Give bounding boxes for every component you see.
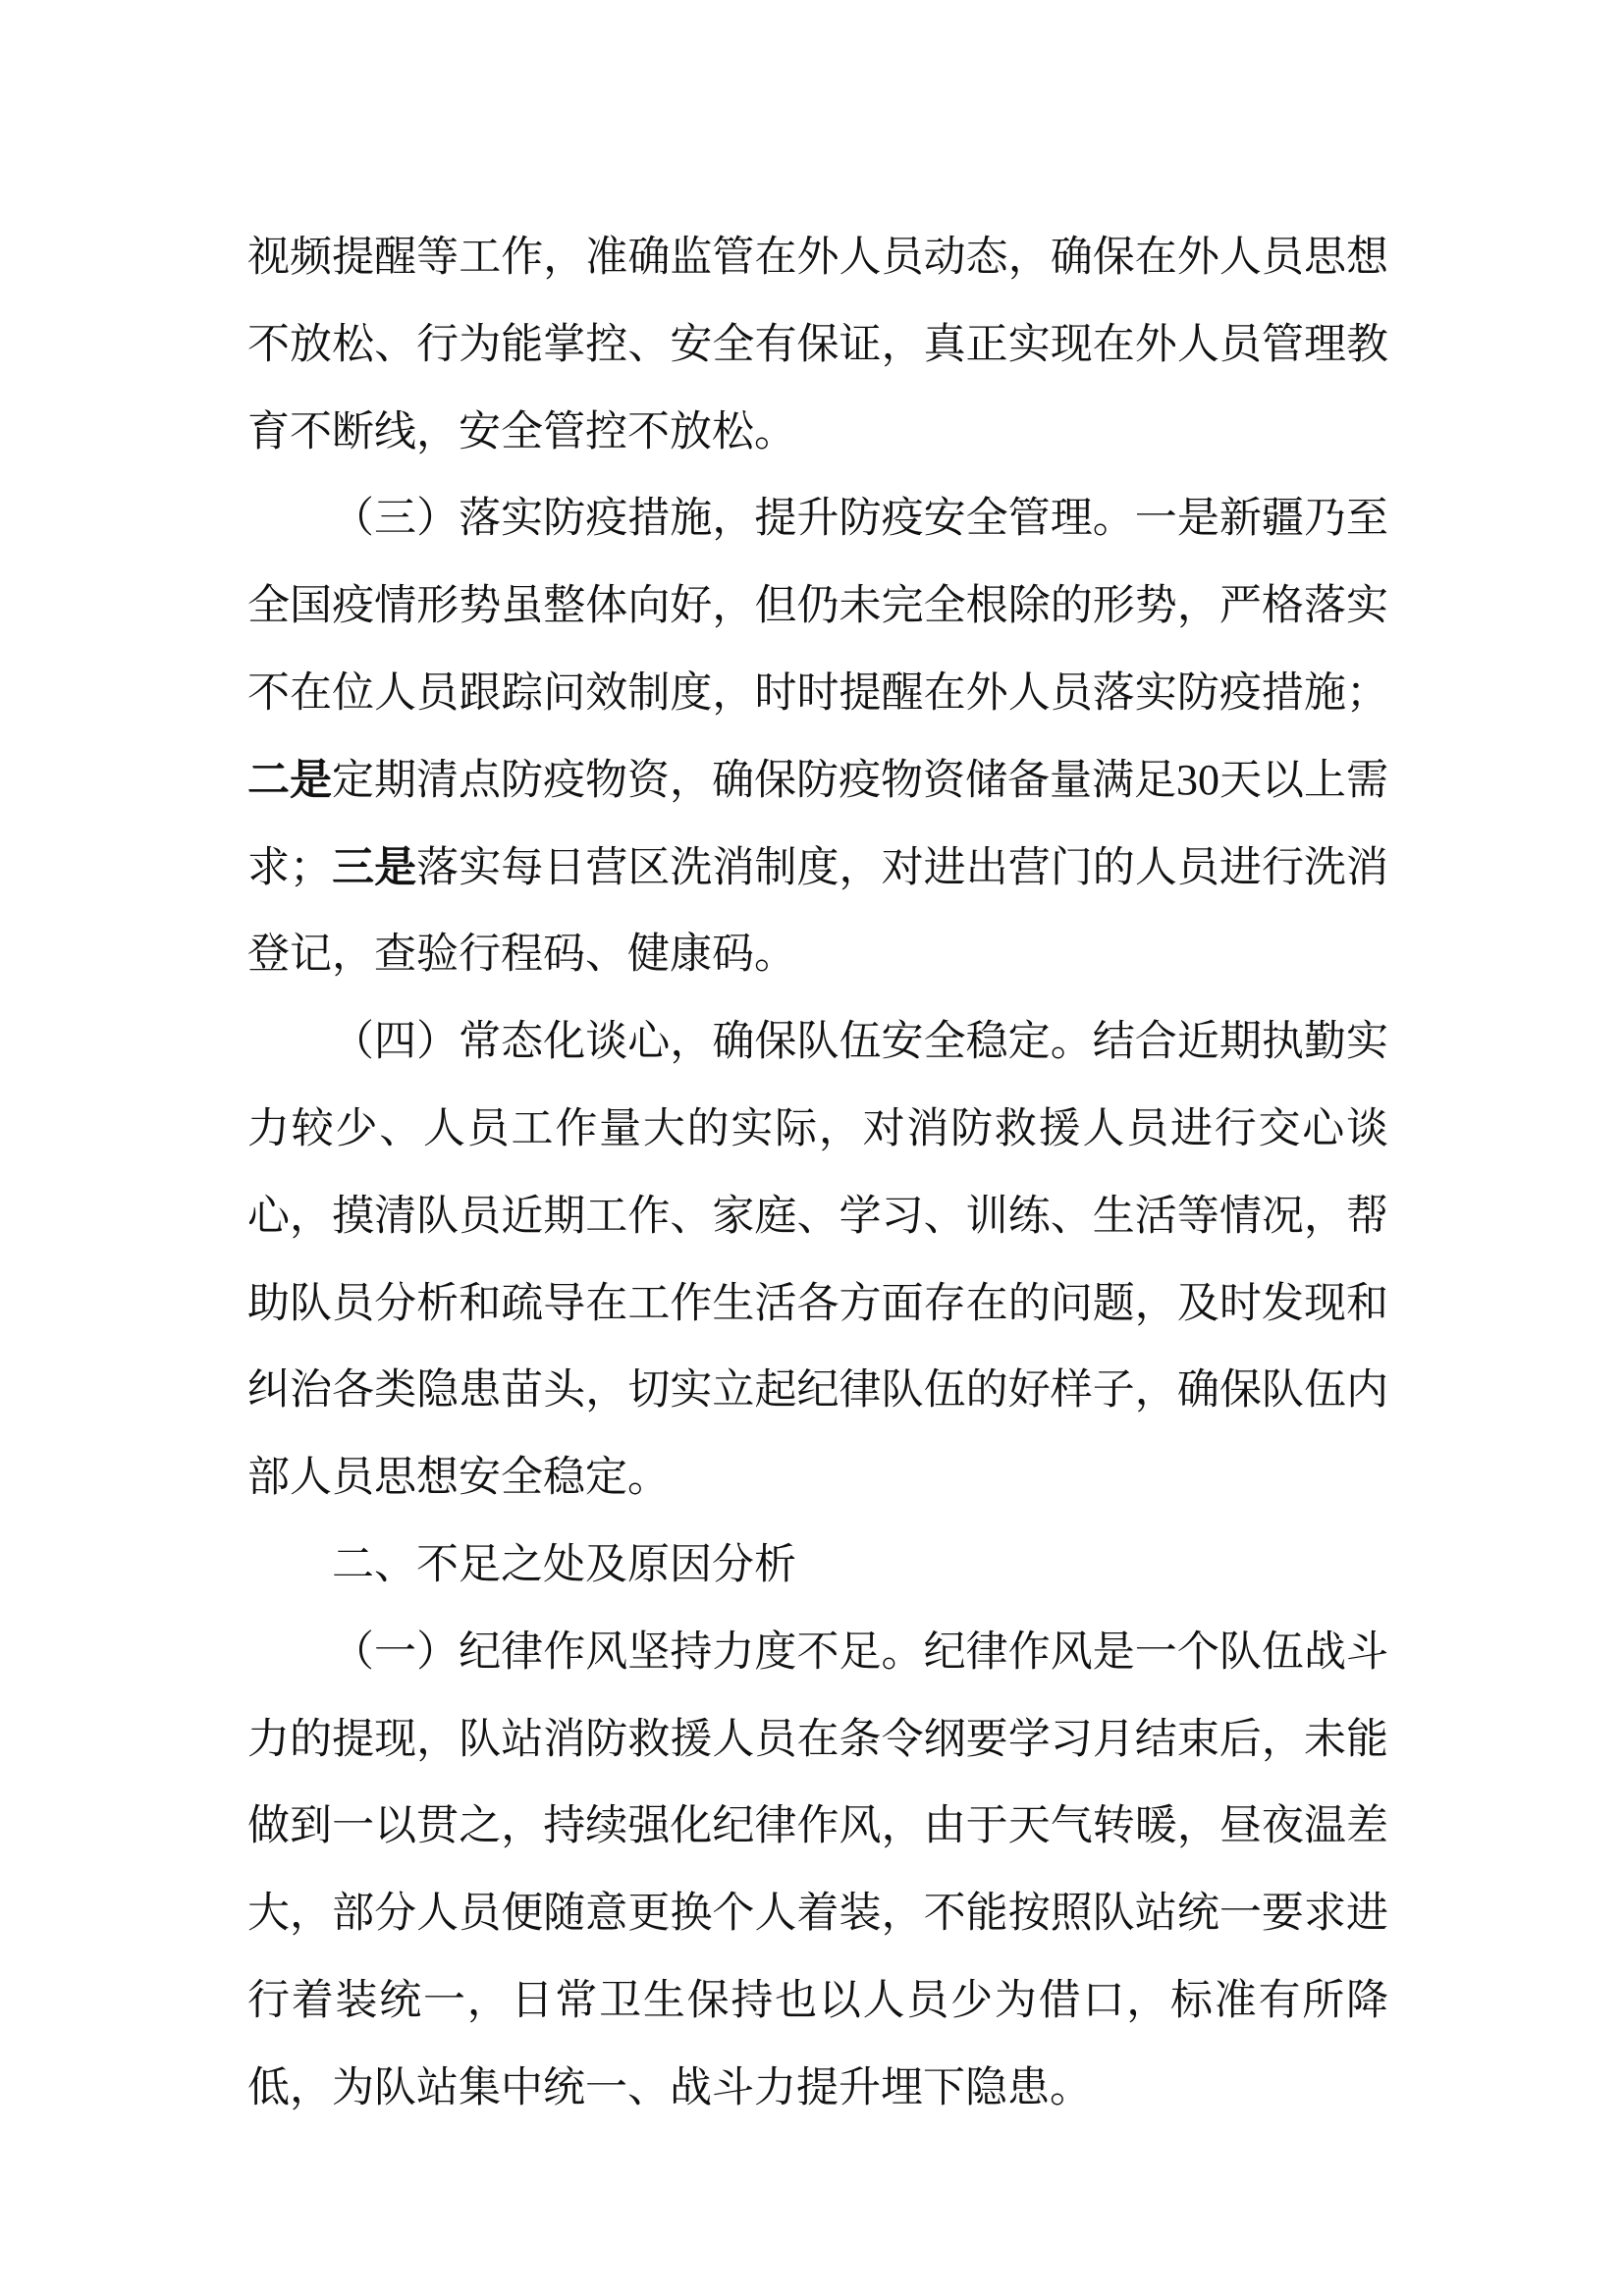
paragraph-text: （三）落实防疫措施，提升防疫安全管理。一是新疆乃至全国疫情形势虽整体向好，但仍未完全根除的形势，严格落实不在位人员跟踪问效制度，时时提醒在外人员落实防疫措施； [247,494,1388,718]
paragraph-text: 定期清点防疫物资，确保防疫物资储备量满足 [332,755,1176,805]
paragraph-discipline: （一）纪律作风坚持力度不足。纪律作风是一个队伍战斗力的提现，队站消防救援人员在条令纲要学习月结束后，未能做到一以贯之，持续强化纪律作风，由于天气转暖，昼夜温差大，部分人员便随意更换个人着装，不能按照队站统一要求进行着装统一，日常卫生保持也以人员少为借口，标准有所降低，为队站集中统一、战斗力提升埋下隐患。 [247,1627,1388,2112]
document-page [247,214,1388,2132]
section-heading: 二、不足之处及原因分析 [332,1539,796,1589]
paragraph-heart-talk: （四）常态化谈心，确保队伍安全稳定。结合近期执勤实力较少、人员工作量大的实际，对消防救援人员进行交心谈心，摸清队员近期工作、家庭、学习、训练、生活等情况，帮助队员分析和疏导在工作生活各方面存在的问题，及时发现和纠治各类隐患苗头，切实立起纪律队伍的好样子，确保队伍内部人员思想安全稳定。 [247,1017,1388,1503]
paragraph-text: 天以上需求； [247,755,1388,892]
paragraph-continuation: 视频提醒等工作，准确监管在外人员动态，确保在外人员思想不放松、行为能掌控、安全有保证，真正实现在外人员管理教育不断线，安全管控不放松。 [247,233,1388,456]
bold-marker-second: 二是 [247,755,332,805]
number-days: 30 [1176,755,1219,804]
bold-marker-third: 三是 [332,842,417,892]
paragraph-epidemic-measures [247,475,1388,998]
paragraph-text: 落实每日营区洗消制度，对进出营门的人员进行洗消登记，查验行程码、健康码。 [247,842,1389,980]
